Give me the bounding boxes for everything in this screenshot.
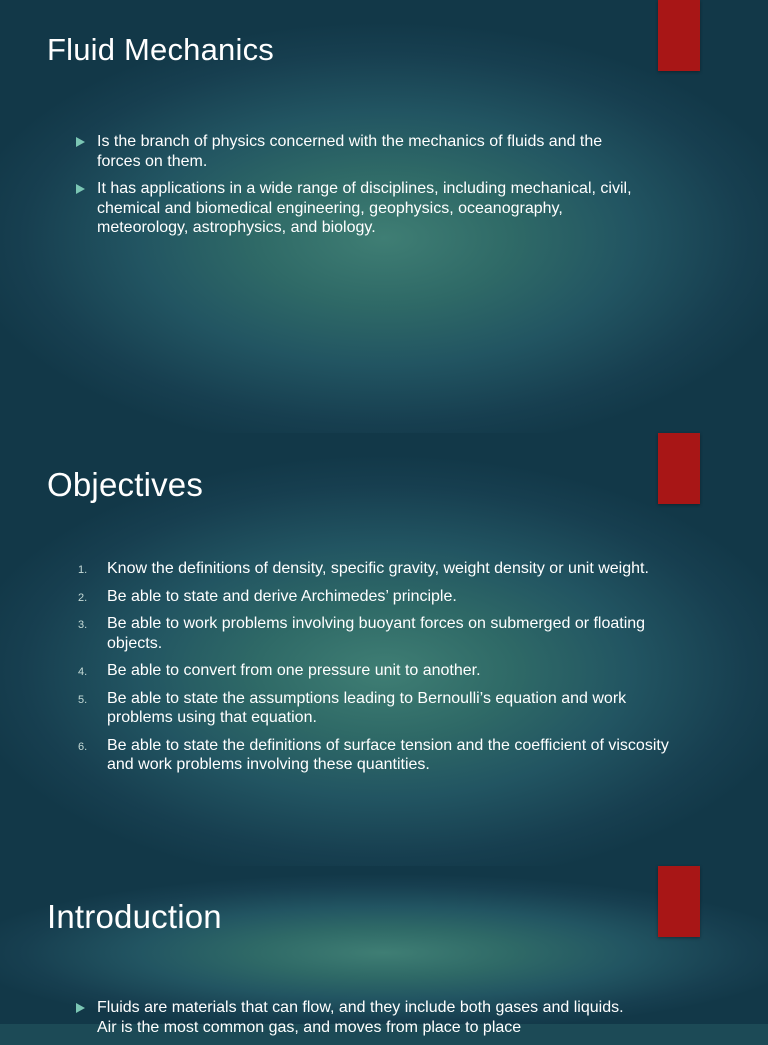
numbered-list bbox=[76, 559, 686, 783]
item-number: 3. bbox=[78, 619, 88, 631]
item-number: 1. bbox=[78, 564, 88, 576]
triangle-bullet-icon bbox=[76, 184, 85, 194]
triangle-bullet-icon bbox=[76, 1003, 85, 1013]
list-item bbox=[76, 689, 686, 728]
slide-title: Objectives bbox=[47, 466, 204, 503]
bullet-list bbox=[76, 998, 636, 1045]
item-text: Be able to state and derive Archimedes’ principle. bbox=[107, 587, 457, 605]
bullet-item bbox=[76, 998, 636, 1037]
item-text: Be able to work problems involving buoyant forces on submerged or floating objects. bbox=[107, 615, 646, 652]
item-text: Be able to convert from one pressure unit to another. bbox=[107, 662, 481, 679]
slide-title: Fluid Mechanics bbox=[47, 32, 274, 67]
list-item bbox=[76, 661, 686, 681]
slide-introduction bbox=[0, 866, 768, 1036]
triangle-bullet-icon bbox=[76, 137, 85, 147]
bullet-item bbox=[76, 179, 636, 238]
item-text: Be able to state the assumptions leading to Bernoulli’s equation and work problems using that equation. bbox=[107, 689, 627, 726]
item-text: Know the definitions of density, specific gravity, weight density or unit weight. bbox=[107, 560, 649, 577]
item-text: Be able to state the definitions of surface tension and the coefficient of viscosity and work problems involving these quantities. bbox=[107, 736, 669, 773]
item-number: 2. bbox=[78, 591, 88, 604]
list-item bbox=[76, 587, 686, 607]
list-item bbox=[76, 614, 686, 653]
bullet-list bbox=[76, 132, 636, 246]
bullet-item bbox=[76, 132, 636, 171]
slide-title: Introduction bbox=[47, 898, 222, 935]
slide-fluid-mechanics bbox=[0, 0, 768, 433]
bullet-text: Fluids are materials that can flow, and they include both gases and liquids. Air is the most common gas, and moves from place to place bbox=[97, 999, 624, 1036]
red-tab-decoration bbox=[658, 0, 700, 71]
list-item bbox=[76, 736, 686, 775]
bullet-text: Is the branch of physics concerned with the mechanics of fluids and the forces on them. bbox=[97, 133, 603, 170]
item-number: 6. bbox=[78, 740, 88, 753]
red-tab-decoration bbox=[658, 433, 700, 504]
item-number: 4. bbox=[78, 666, 88, 678]
list-item bbox=[76, 559, 686, 579]
slide-objectives bbox=[0, 433, 768, 866]
item-number: 5. bbox=[78, 693, 88, 706]
bullet-text: It has applications in a wide range of disciplines, including mechanical, civil, chemical and biomedical engineering, geophysics, oceanography, meteorology, astrophysics, and biology. bbox=[97, 180, 632, 236]
red-tab-decoration bbox=[658, 866, 700, 937]
